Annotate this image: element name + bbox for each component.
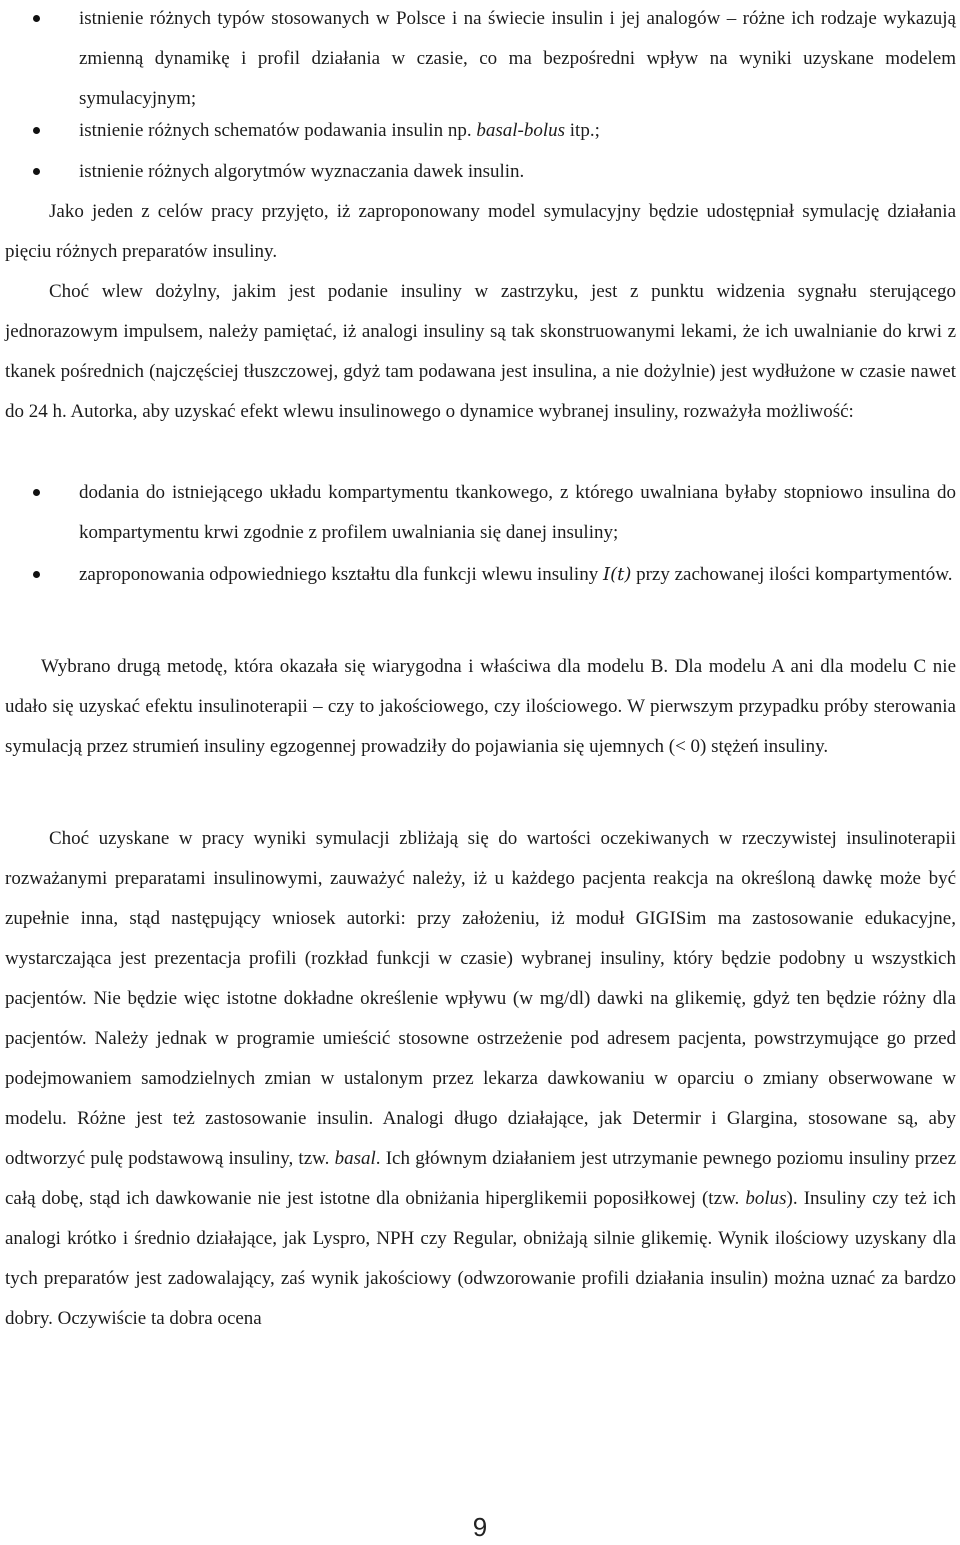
bullet-text: itp.;: [565, 120, 600, 141]
bullet-insulin-types: [0, 0, 960, 119]
bullet-dose-algorithms: [0, 152, 960, 192]
bullet-emphasis: basal-bolus: [476, 120, 566, 141]
bullet-text: istnienie różnych schematów podawania insulin np.: [79, 120, 477, 141]
bullet-text: dodania do istniejącego układu kompartymentu tkankowego, z którego uwalniana byłaby stopniowo insulina do kompartymentu krwi zgodnie z profilem uwalniania się danej insuliny;: [79, 482, 956, 543]
conclusion-emphasis-basal: basal: [334, 1148, 376, 1169]
bullet-text: istnienie różnych algorytmów wyznaczania dawek insulin.: [79, 161, 525, 182]
conclusion-text: Choć uzyskane w pracy wyniki symulacji zbliżają się do wartości oczekiwanych w rzeczywistej insulinoterapii rozważanymi preparatami insulinowymi, zauważyć należy, iż u każdego pacjenta reakcja na określoną dawkę może być zupełnie inna, stąd następujący wniosek autorki: przy założeniu, iż moduł GIGISim ma zastosowanie edukacyjne, wystarczająca jest prezentacja profili (rozkład funkcji w czasie) wybranej insuliny, który będzie podobny u wszystkich pacjentów. Nie będzie więc istotne dokładne określenie wpływu (w mg/dl) dawki na glikemię, gdyż ten będzie różny dla pacjentów. Należy jednak w programie umieścić stosowne ostrzeżenie pod adresem pacjenta, powstrzymujące go przed podejmowaniem samodzielnych zmian w ustalonym przez lekarza dawkowaniu w oparciu o zmiany obserwowane w modelu. Różne jest też zastosowanie insulin. Analogi długo działające, jak Determir i Glargina, stosowane są, aby odtworzyć pulę podstawową insuliny, tzw.: [5, 828, 956, 1169]
bullet-tissue-compartment: [0, 473, 960, 553]
paragraph-chosen-method: Wybrano drugą metodę, która okazała się wiarygodna i właściwa dla modelu B. Dla modelu A ani dla modelu C nie udało się uzyskać efektu insulinoterapii – czy to jakościowego, czy ilościowego. W pierwszym przypadku próby sterowania symulacją przez strumień insuliny egzogennej prowadziły do pojawiania się ujemnych (< 0) stężeń insuliny.: [5, 656, 956, 757]
conclusion-text: . Ich głównym działaniem jest utrzymanie pewnego poziomu insuliny przez całą dobę, stąd ich dawkowanie nie jest istotne dla obniżania hiperglikemii poposiłkowej (tzw.: [5, 1148, 956, 1209]
math-formula: I(t): [602, 564, 632, 585]
paragraph-infusion: Choć wlew dożylny, jakim jest podanie insuliny w zastrzyku, jest z punktu widzenia sygnału sterującego jednorazowym impulsem, należy pamiętać, iż analogi insuliny są tak skonstruowanymi lekami, że ich uwalnianie do krwi z tkanek pośrednich (najczęściej tłuszczowej, gdyż tam podawana jest insulina, a nie dożylnie) jest wydłużone w czasie nawet do 24 h. Autorka, aby uzyskać efekt wlewu insulinowego o dynamice wybranej insuliny, rozważyła możliwość:: [5, 281, 956, 422]
paragraph-goal: Jako jeden z celów pracy przyjęto, iż zaproponowany model symulacyjny będzie udostępniał symulację działania pięciu różnych preparatów insuliny.: [5, 201, 956, 262]
conclusion-emphasis-bolus: bolus: [745, 1188, 787, 1209]
bullet-text: przy zachowanej ilości kompartymentów.: [631, 564, 953, 585]
paragraph-conclusion: [0, 819, 960, 1339]
page-number: 9: [472, 1512, 488, 1542]
bullet-text: zaproponowania odpowiedniego kształtu dla funkcji wlewu insuliny: [79, 564, 603, 585]
conclusion-text: ). Insuliny czy też ich analogi krótko i średnio działające, jak Lyspro, NPH czy Regular, obniżają silnie glikemię. Wynik ilościowy uzyskany dla tych preparatów jest zadowalający, zaś wynik jakościowy (odwzorowanie profili działania insulin) można uznać za bardzo dobry. Oczywiście ta dobra ocena: [5, 1188, 956, 1329]
bullet-infusion-shape: [0, 555, 960, 595]
bullet-dosing-schemes: [0, 111, 960, 151]
bullet-text: istnienie różnych typów stosowanych w Polsce i na świecie insulin i jej analogów – różne ich rodzaje wykazują zmienną dynamikę i profil działania w czasie, co ma bezpośredni wpływ na wyniki uzyskane modelem symulacyjnym;: [79, 8, 956, 109]
